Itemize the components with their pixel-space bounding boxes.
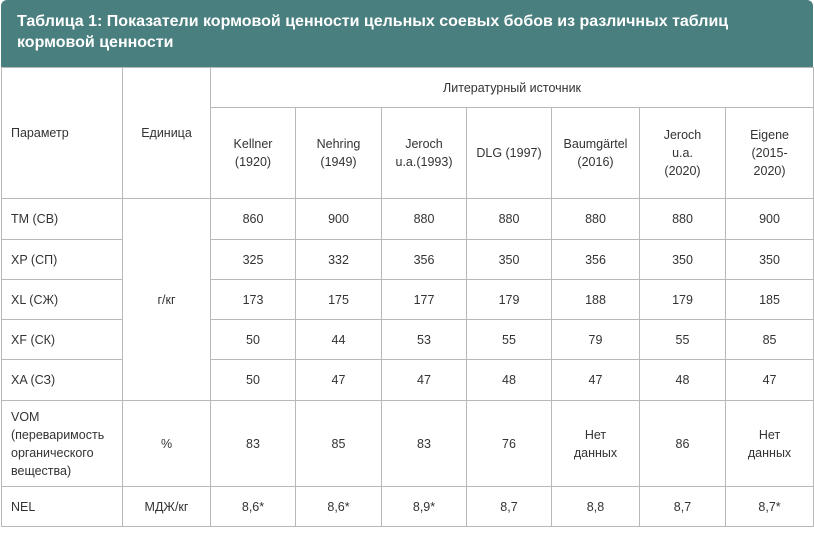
source-jeroch-1993: Jeroch u.a.(1993) xyxy=(382,108,467,199)
cell-value: 8,7 xyxy=(467,487,552,527)
cell-value: 85 xyxy=(726,320,814,360)
cell-value: 880 xyxy=(382,199,467,240)
source-dlg: DLG (1997) xyxy=(467,108,552,199)
cell-value: 8,8 xyxy=(552,487,640,527)
source-baumgartel: Baumgärtel (2016) xyxy=(552,108,640,199)
feed-value-table xyxy=(1,67,814,527)
cell-value: 179 xyxy=(640,280,726,320)
cell-value: 356 xyxy=(552,240,640,280)
row-param: XP (СП) xyxy=(2,240,123,280)
cell-value: 860 xyxy=(211,199,296,240)
cell-value: 900 xyxy=(296,199,382,240)
cell-value: 185 xyxy=(726,280,814,320)
cell-value: 48 xyxy=(640,360,726,401)
table-title: Таблица 1: Показатели кормовой ценности цельных соевых бобов из различных таблиц кормовой ценности xyxy=(1,0,813,67)
cell-value: 350 xyxy=(467,240,552,280)
cell-value: 900 xyxy=(726,199,814,240)
source-nehring: Nehring (1949) xyxy=(296,108,382,199)
cell-value: 50 xyxy=(211,360,296,401)
row-param-vom: VOM (переваримость органического вещества) xyxy=(2,401,123,487)
cell-value: 50 xyxy=(211,320,296,360)
cell-value: 8,6* xyxy=(296,487,382,527)
table-row xyxy=(2,199,814,240)
table-row xyxy=(2,487,814,527)
cell-value: 173 xyxy=(211,280,296,320)
cell-value: 48 xyxy=(467,360,552,401)
cell-value: 86 xyxy=(640,401,726,487)
cell-value: 47 xyxy=(382,360,467,401)
cell-value: Нет данных xyxy=(726,401,814,487)
cell-value: 85 xyxy=(296,401,382,487)
cell-value: 47 xyxy=(552,360,640,401)
cell-value: 55 xyxy=(467,320,552,360)
cell-value: 44 xyxy=(296,320,382,360)
header-unit: Единица xyxy=(123,68,211,199)
cell-value: 880 xyxy=(552,199,640,240)
cell-value: 83 xyxy=(382,401,467,487)
cell-value: 175 xyxy=(296,280,382,320)
row-param: NEL xyxy=(2,487,123,527)
feed-value-table-figure xyxy=(1,0,813,527)
cell-value: 880 xyxy=(467,199,552,240)
cell-value: Нет данных xyxy=(552,401,640,487)
cell-value: 350 xyxy=(726,240,814,280)
source-jeroch-2020: Jeroch u.a. (2020) xyxy=(640,108,726,199)
cell-value: 325 xyxy=(211,240,296,280)
header-row-1 xyxy=(2,68,814,108)
cell-value: 177 xyxy=(382,280,467,320)
cell-value: 79 xyxy=(552,320,640,360)
cell-value: 8,7* xyxy=(726,487,814,527)
row-param: XL (СЖ) xyxy=(2,280,123,320)
row-param: XF (СК) xyxy=(2,320,123,360)
cell-value: 47 xyxy=(296,360,382,401)
source-kellner: Kellner (1920) xyxy=(211,108,296,199)
cell-value: 350 xyxy=(640,240,726,280)
row-unit: МДЖ/кг xyxy=(123,487,211,527)
cell-value: 76 xyxy=(467,401,552,487)
cell-value: 356 xyxy=(382,240,467,280)
unit-g-kg: г/кг xyxy=(123,199,211,401)
cell-value: 8,7 xyxy=(640,487,726,527)
cell-value: 47 xyxy=(726,360,814,401)
cell-value: 332 xyxy=(296,240,382,280)
source-eigene: Eigene (2015- 2020) xyxy=(726,108,814,199)
table-row xyxy=(2,401,814,487)
cell-value: 8,6* xyxy=(211,487,296,527)
cell-value: 188 xyxy=(552,280,640,320)
header-param: Параметр xyxy=(2,68,123,199)
cell-value: 55 xyxy=(640,320,726,360)
row-param: ТМ (СВ) xyxy=(2,199,123,240)
row-param: XA (СЗ) xyxy=(2,360,123,401)
cell-value: 53 xyxy=(382,320,467,360)
cell-value: 83 xyxy=(211,401,296,487)
row-unit: % xyxy=(123,401,211,487)
header-source-group: Литературный источник xyxy=(211,68,814,108)
cell-value: 880 xyxy=(640,199,726,240)
cell-value: 8,9* xyxy=(382,487,467,527)
cell-value: 179 xyxy=(467,280,552,320)
